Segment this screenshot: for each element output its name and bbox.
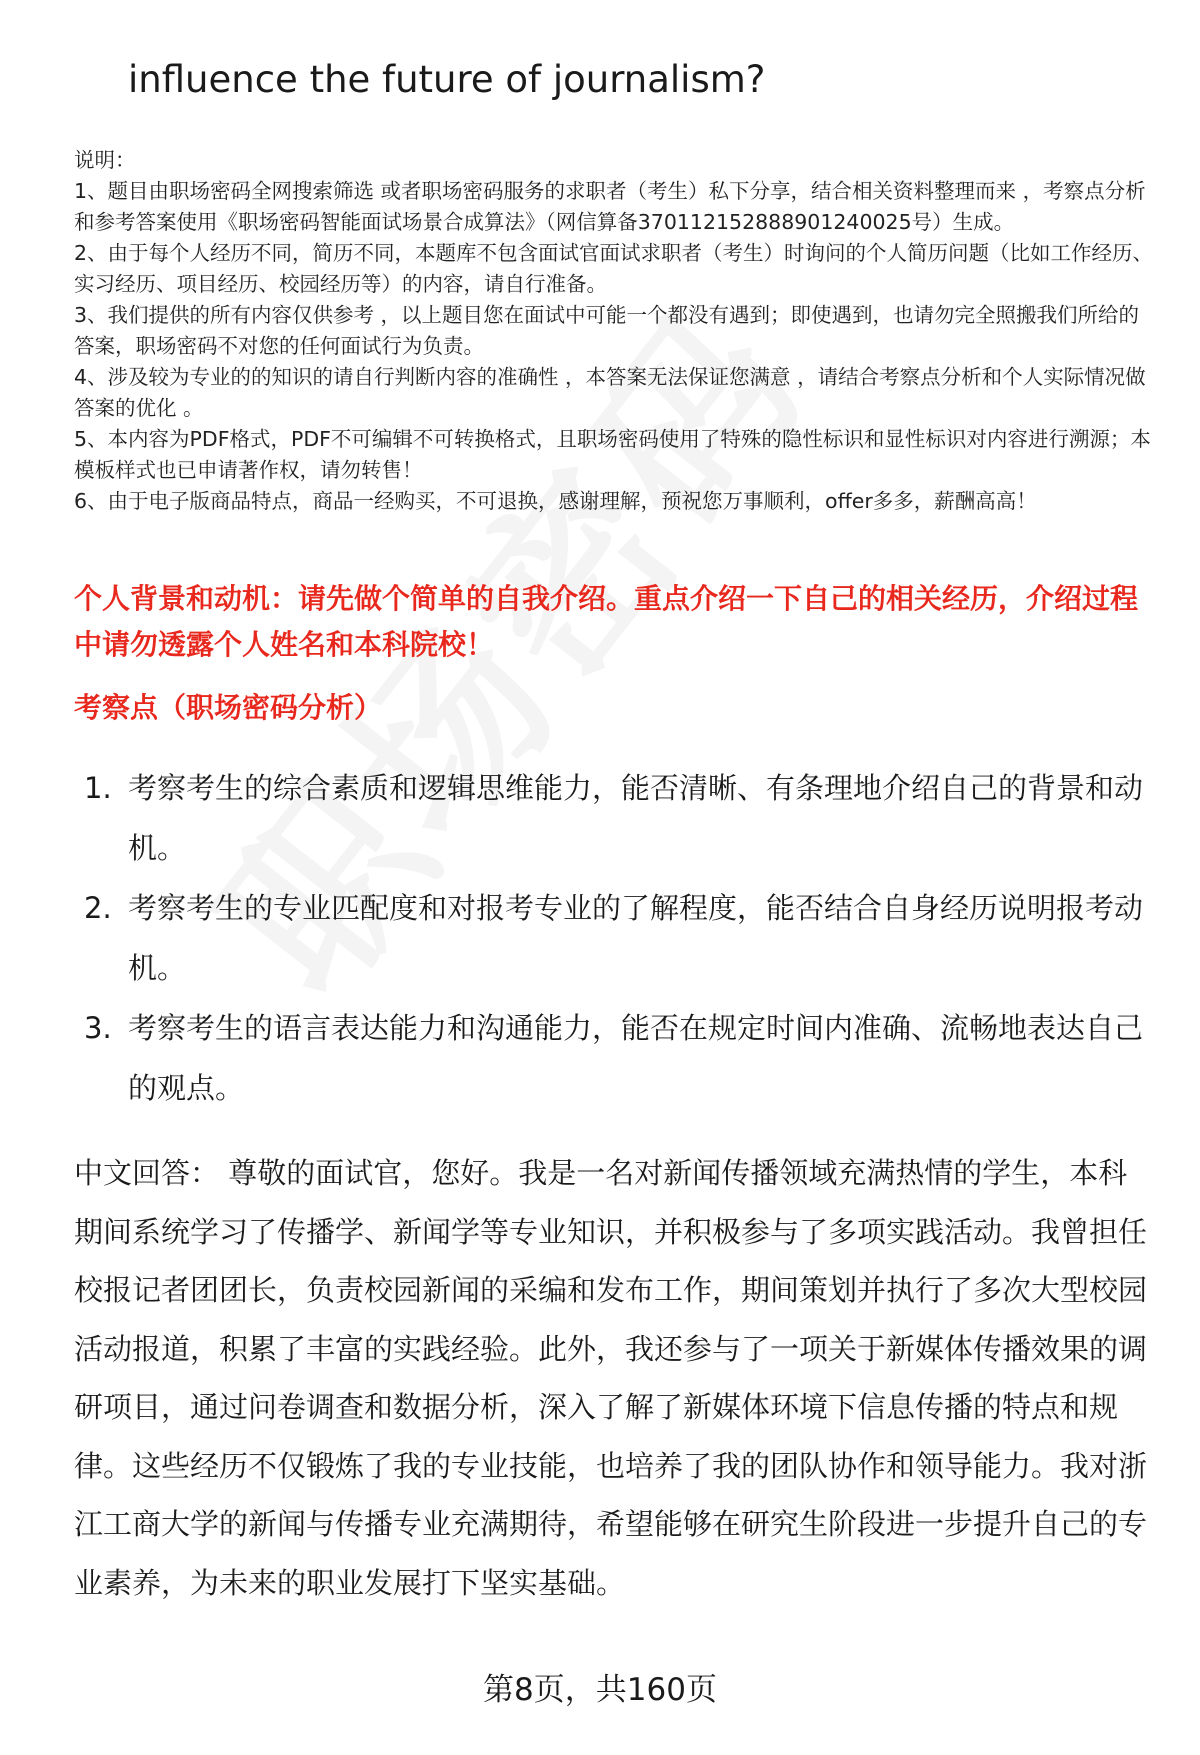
analysis-point	[84, 758, 1154, 878]
analysis-points-list	[84, 758, 1154, 1118]
point-number: 1.	[84, 771, 112, 805]
interview-question: 个人背景和动机：请先做个简单的自我介绍。重点介绍一下自己的相关经历，介绍过程中请勿透露个人姓名和本科院校！	[74, 582, 1139, 661]
point-text: 考察考生的综合素质和逻辑思维能力，能否清晰、有条理地介绍自己的背景和动机。	[128, 771, 1144, 865]
page-number-footer: 第8页，共160页	[483, 1672, 717, 1708]
note-item: 1、题目由职场密码全网搜索筛选 或者职场密码服务的求职者（考生）私下分享，结合相关资料整理而来 ，考察点分析和参考答案使用《职场密码智能面试场景合成算法》（网信算备370112152888901240025号）生成。	[74, 179, 1146, 234]
note-item: 3、我们提供的所有内容仅供参考 ，以上题目您在面试中可能一个都没有遇到；即使遇到，也请勿完全照搬我们所给的答案，职场密码不对您的任何面试行为负责。	[74, 303, 1140, 358]
point-text: 考察考生的语言表达能力和沟通能力，能否在规定时间内准确、流畅地表达自己的观点。	[128, 1011, 1144, 1105]
note-item: 4、涉及较为专业的的知识的请自行判断内容的准确性 ，本答案无法保证您满意 ，请结合考察点分析和个人实际情况做答案的优化 。	[74, 365, 1146, 420]
answer-label: 中文回答：	[74, 1156, 220, 1190]
answer-text: 尊敬的面试官，您好。我是一名对新闻传播领域充满热情的学生，本科期间系统学习了传播学、新闻学等专业知识，并积极参与了多项实践活动。我曾担任校报记者团团长，负责校园新闻的采编和发布工作，期间策划并执行了多次大型校园活动报道，积累了丰富的实践经验。此外，我还参与了一项关于新媒体传播效果的调研项目，通过问卷调查和数据分析，深入了解了新媒体环境下信息传播的特点和规律。这些经历不仅锻炼了我的专业技能，也培养了我的团队协作和领导能力。我对浙江工商大学的新闻与传播专业充满期待，希望能够在研究生阶段进一步提升自己的专业素养，为未来的职业发展打下坚实基础。	[74, 1156, 1148, 1600]
notes-title: 说明：	[74, 148, 136, 172]
point-text: 考察考生的专业匹配度和对报考专业的了解程度，能否结合自身经历说明报考动机。	[128, 891, 1144, 985]
analysis-point	[84, 878, 1154, 998]
analysis-point	[84, 998, 1154, 1118]
disclaimer-notes	[74, 145, 1154, 517]
note-item: 5、本内容为PDF格式，PDF不可编辑不可转换格式，且职场密码使用了特殊的隐性标识和显性标识对内容进行溯源；本模板样式也已申请著作权，请勿转售！	[74, 427, 1151, 482]
analysis-title: 考察点（职场密码分析）	[74, 691, 383, 724]
chinese-answer	[74, 1144, 1156, 1612]
note-item: 6、由于电子版商品特点，商品一经购买，不可退换，感谢理解，预祝您万事顺利，offer多多，薪酬高高！	[74, 489, 1037, 513]
note-item: 2、由于每个人经历不同，简历不同，本题库不包含面试官面试求职者（考生）时询问的个人简历问题（比如工作经历、实习经历、项目经历、校园经历等）的内容，请自行准备。	[74, 241, 1154, 296]
point-number: 2.	[84, 891, 112, 925]
continued-question-text: influence the future of journalism?	[128, 58, 766, 101]
point-number: 3.	[84, 1011, 112, 1045]
